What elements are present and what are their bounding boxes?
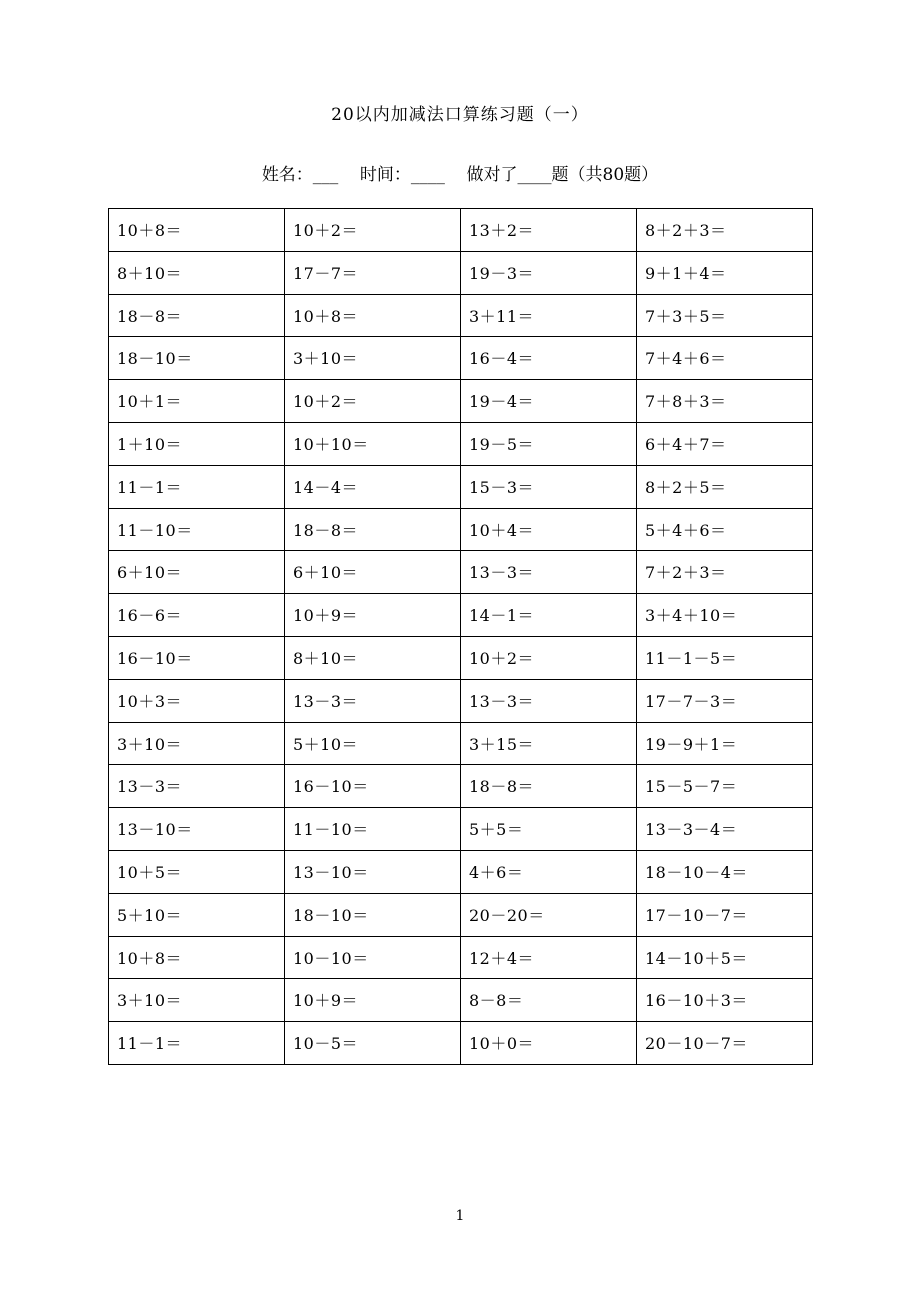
problem-cell: 14－10＋5＝ bbox=[637, 936, 813, 979]
problem-cell: 19－9＋1＝ bbox=[637, 722, 813, 765]
problem-cell: 10＋2＝ bbox=[461, 636, 637, 679]
problem-row bbox=[109, 936, 813, 979]
problem-cell: 8＋10＝ bbox=[285, 636, 461, 679]
problem-cell: 10－5＝ bbox=[285, 1022, 461, 1065]
problem-row bbox=[109, 850, 813, 893]
problem-cell: 17－7＝ bbox=[285, 251, 461, 294]
problem-cell: 11－10＝ bbox=[285, 808, 461, 851]
problem-cell: 17－7－3＝ bbox=[637, 679, 813, 722]
problem-cell: 5＋5＝ bbox=[461, 808, 637, 851]
problem-row bbox=[109, 722, 813, 765]
problem-cell: 7＋3＋5＝ bbox=[637, 294, 813, 337]
problem-cell: 11－1－5＝ bbox=[637, 636, 813, 679]
problem-cell: 18－10＝ bbox=[109, 337, 285, 380]
problem-row bbox=[109, 508, 813, 551]
problem-cell: 13－3＝ bbox=[461, 679, 637, 722]
problem-cell: 18－8＝ bbox=[285, 508, 461, 551]
problem-cell: 13＋2＝ bbox=[461, 209, 637, 252]
problem-cell: 3＋15＝ bbox=[461, 722, 637, 765]
problem-cell: 10＋8＝ bbox=[109, 936, 285, 979]
problem-row bbox=[109, 337, 813, 380]
problem-cell: 16－6＝ bbox=[109, 594, 285, 637]
problem-row bbox=[109, 294, 813, 337]
problem-cell: 10＋4＝ bbox=[461, 508, 637, 551]
problem-cell: 6＋10＝ bbox=[285, 551, 461, 594]
problem-cell: 13－3＝ bbox=[285, 679, 461, 722]
problem-cell: 11－1＝ bbox=[109, 465, 285, 508]
problem-cell: 5＋4＋6＝ bbox=[637, 508, 813, 551]
problem-row bbox=[109, 765, 813, 808]
problem-cell: 10＋0＝ bbox=[461, 1022, 637, 1065]
problem-row bbox=[109, 1022, 813, 1065]
problem-row bbox=[109, 979, 813, 1022]
problem-cell: 3＋10＝ bbox=[109, 979, 285, 1022]
problem-cell: 18－10＝ bbox=[285, 893, 461, 936]
problem-cell: 19－5＝ bbox=[461, 422, 637, 465]
problem-grid-body bbox=[109, 209, 813, 1065]
problem-cell: 3＋11＝ bbox=[461, 294, 637, 337]
problem-cell: 10＋9＝ bbox=[285, 594, 461, 637]
problem-cell: 19－4＝ bbox=[461, 380, 637, 423]
problem-cell: 7＋2＋3＝ bbox=[637, 551, 813, 594]
problem-cell: 9＋1＋4＝ bbox=[637, 251, 813, 294]
problem-cell: 5＋10＝ bbox=[109, 893, 285, 936]
problem-row bbox=[109, 422, 813, 465]
problem-grid bbox=[108, 208, 813, 1065]
problem-row bbox=[109, 465, 813, 508]
problem-cell: 12＋4＝ bbox=[461, 936, 637, 979]
problem-cell: 10＋10＝ bbox=[285, 422, 461, 465]
problem-cell: 17－10－7＝ bbox=[637, 893, 813, 936]
problem-cell: 10＋8＝ bbox=[109, 209, 285, 252]
problem-cell: 8＋2＋5＝ bbox=[637, 465, 813, 508]
problem-cell: 10＋3＝ bbox=[109, 679, 285, 722]
problem-row bbox=[109, 251, 813, 294]
problem-cell: 10＋2＝ bbox=[285, 380, 461, 423]
problem-cell: 16－10＝ bbox=[109, 636, 285, 679]
problem-cell: 16－10＋3＝ bbox=[637, 979, 813, 1022]
problem-cell: 18－10－4＝ bbox=[637, 850, 813, 893]
problem-cell: 13－10＝ bbox=[109, 808, 285, 851]
problem-cell: 15－5－7＝ bbox=[637, 765, 813, 808]
problem-row bbox=[109, 636, 813, 679]
problem-cell: 13－3＝ bbox=[109, 765, 285, 808]
page-number: 1 bbox=[455, 1208, 465, 1224]
problem-row bbox=[109, 679, 813, 722]
problem-cell: 3＋4＋10＝ bbox=[637, 594, 813, 637]
problem-cell: 18－8＝ bbox=[109, 294, 285, 337]
problem-row bbox=[109, 380, 813, 423]
problem-cell: 18－8＝ bbox=[461, 765, 637, 808]
problem-cell: 3＋10＝ bbox=[109, 722, 285, 765]
problem-row bbox=[109, 209, 813, 252]
problem-cell: 10＋2＝ bbox=[285, 209, 461, 252]
problem-cell: 19－3＝ bbox=[461, 251, 637, 294]
problem-cell: 7＋4＋6＝ bbox=[637, 337, 813, 380]
problem-cell: 14－1＝ bbox=[461, 594, 637, 637]
problem-cell: 6＋10＝ bbox=[109, 551, 285, 594]
problem-row bbox=[109, 808, 813, 851]
problem-cell: 16－10＝ bbox=[285, 765, 461, 808]
worksheet-title: 20以内加减法口算练习题（一） bbox=[331, 105, 589, 125]
problem-cell: 6＋4＋7＝ bbox=[637, 422, 813, 465]
problem-cell: 8＋10＝ bbox=[109, 251, 285, 294]
problem-cell: 11－10＝ bbox=[109, 508, 285, 551]
problem-cell: 20－10－7＝ bbox=[637, 1022, 813, 1065]
problem-cell: 10＋9＝ bbox=[285, 979, 461, 1022]
problem-cell: 1＋10＝ bbox=[109, 422, 285, 465]
problem-row bbox=[109, 594, 813, 637]
problem-cell: 11－1＝ bbox=[109, 1022, 285, 1065]
problem-cell: 20－20＝ bbox=[461, 893, 637, 936]
problem-cell: 10＋5＝ bbox=[109, 850, 285, 893]
problem-cell: 8＋2＋3＝ bbox=[637, 209, 813, 252]
problem-cell: 4＋6＝ bbox=[461, 850, 637, 893]
problem-cell: 8－8＝ bbox=[461, 979, 637, 1022]
problem-cell: 16－4＝ bbox=[461, 337, 637, 380]
problem-cell: 15－3＝ bbox=[461, 465, 637, 508]
problem-cell: 13－10＝ bbox=[285, 850, 461, 893]
problem-cell: 3＋10＝ bbox=[285, 337, 461, 380]
problem-cell: 10＋8＝ bbox=[285, 294, 461, 337]
problem-cell: 13－3＝ bbox=[461, 551, 637, 594]
student-info-line: 姓名：___ 时间：____ 做对了____题（共80题） bbox=[261, 165, 659, 185]
problem-cell: 14－4＝ bbox=[285, 465, 461, 508]
problem-cell: 7＋8＋3＝ bbox=[637, 380, 813, 423]
problem-cell: 13－3－4＝ bbox=[637, 808, 813, 851]
problem-row bbox=[109, 893, 813, 936]
problem-cell: 10－10＝ bbox=[285, 936, 461, 979]
problem-cell: 5＋10＝ bbox=[285, 722, 461, 765]
problem-cell: 10＋1＝ bbox=[109, 380, 285, 423]
problem-row bbox=[109, 551, 813, 594]
